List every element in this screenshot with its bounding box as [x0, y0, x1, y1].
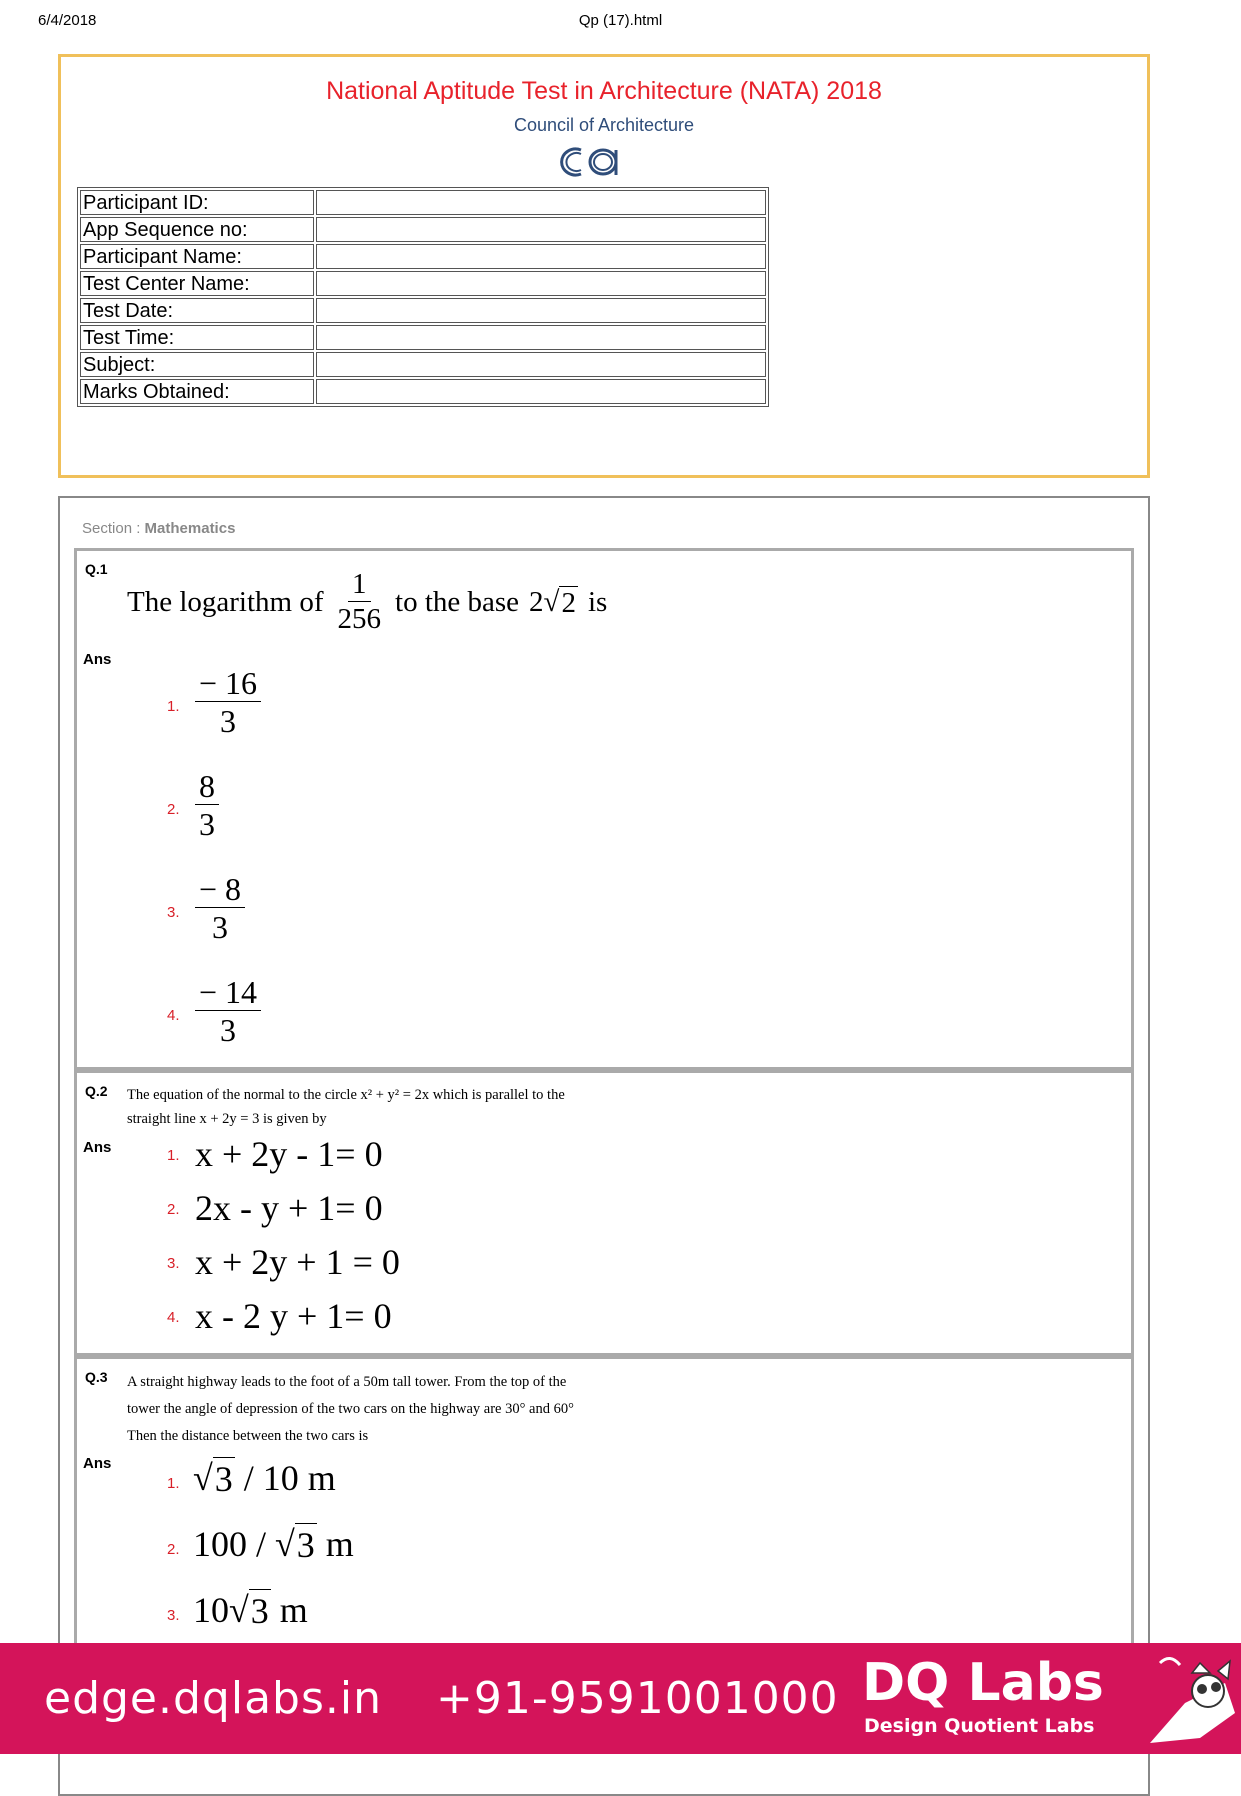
section-prefix: Section : — [82, 520, 145, 537]
participant-info-table — [77, 187, 769, 407]
info-row — [80, 379, 766, 404]
sqrt-sign: √ — [229, 1590, 249, 1630]
footer-banner — [0, 1643, 1241, 1754]
info-value — [316, 244, 766, 269]
ans-label: Ans — [83, 1455, 112, 1472]
option-number: 2. — [167, 1201, 180, 1218]
fraction-denominator: 3 — [199, 806, 215, 843]
option-answer — [193, 1589, 308, 1632]
q1-fraction-num: 1 — [348, 569, 371, 602]
footer-tagline: Design Quotient Labs — [864, 1715, 1095, 1737]
footer-brand: DQ Labs — [862, 1653, 1104, 1713]
question-text — [127, 569, 607, 637]
q3-line-1: A straight highway leads to the foot of a 50m tall tower. From the top of the — [127, 1374, 567, 1390]
info-label: Test Center Name: — [80, 271, 314, 296]
option-answer — [193, 1457, 336, 1500]
q1-base: 2 √ 2 — [529, 585, 576, 619]
info-label: App Sequence no: — [80, 217, 314, 242]
q1-fraction — [334, 569, 386, 637]
exam-title: National Aptitude Test in Architecture (NATA) 2018 — [326, 77, 882, 105]
option-fraction — [195, 666, 261, 741]
q1-text-after: is — [587, 586, 608, 619]
info-row — [80, 271, 766, 296]
q1-base-coef: 2 — [529, 585, 544, 618]
answer-suffix: m — [270, 1590, 308, 1630]
info-label: Test Date: — [80, 298, 314, 323]
info-row — [80, 352, 766, 377]
info-row — [80, 217, 766, 242]
option-answer: 2x - y + 1= 0 — [195, 1188, 383, 1228]
q3-line-2: tower the angle of depression of the two cars on the highway are 30° and 60° — [127, 1401, 574, 1417]
fraction-numerator: − 8 — [195, 872, 245, 908]
info-label: Participant Name: — [80, 244, 314, 269]
ans-label: Ans — [83, 1139, 112, 1156]
option-number: 3. — [167, 904, 180, 921]
answer-suffix: m — [316, 1524, 354, 1564]
sqrt-expression — [275, 1523, 317, 1566]
option-answer — [195, 975, 261, 1050]
answer-prefix: 100 / — [193, 1524, 276, 1564]
option-number: 1. — [167, 1475, 180, 1492]
option-number: 4. — [167, 1007, 180, 1024]
council-logo — [551, 144, 631, 180]
print-file-title: Qp (17).html — [578, 12, 663, 29]
section-name: Mathematics — [144, 520, 236, 537]
option-answer — [195, 666, 261, 741]
option-number: 3. — [167, 1255, 180, 1272]
info-label: Marks Obtained: — [80, 379, 314, 404]
ans-label: Ans — [83, 651, 112, 668]
option-number: 2. — [167, 1541, 180, 1558]
question-number: Q.1 — [85, 561, 108, 577]
info-row — [80, 244, 766, 269]
q1-text-middle: to the base — [395, 586, 520, 619]
sqrt-expression — [229, 1589, 271, 1632]
sqrt-expression — [193, 1457, 235, 1500]
info-row — [80, 325, 766, 350]
q1-text-before: The logarithm of — [127, 586, 324, 619]
question-card-3 — [74, 1356, 1134, 1656]
info-row — [80, 190, 766, 215]
question-number: Q.2 — [85, 1083, 108, 1099]
option-number: 3. — [167, 1607, 180, 1624]
info-label: Participant ID: — [80, 190, 314, 215]
option-number: 1. — [167, 698, 180, 715]
question-text — [127, 1369, 574, 1450]
fraction-numerator: − 16 — [195, 666, 261, 702]
info-label: Test Time: — [80, 325, 314, 350]
section-card — [58, 496, 1150, 1796]
sqrt-sign: √ — [275, 1524, 295, 1564]
fraction-denominator: 3 — [220, 1012, 237, 1049]
fraction-numerator: 8 — [195, 769, 219, 805]
fraction-numerator: − 14 — [195, 975, 261, 1011]
sqrt-radicand: 3 — [296, 1525, 315, 1565]
option-number: 1. — [167, 1147, 180, 1164]
question-number: Q.3 — [85, 1369, 108, 1385]
info-value — [316, 379, 766, 404]
option-answer: x + 2y + 1 = 0 — [195, 1242, 400, 1282]
option-answer — [195, 769, 219, 844]
q1-base-radicand: 2 — [561, 586, 576, 619]
q2-line-2: straight line x + 2y = 3 is given by — [127, 1111, 327, 1127]
info-value — [316, 325, 766, 350]
info-value — [316, 217, 766, 242]
option-number: 2. — [167, 801, 180, 818]
option-answer: x + 2y - 1= 0 — [195, 1134, 383, 1174]
option-fraction — [195, 872, 245, 947]
answer-suffix: / 10 m — [234, 1458, 336, 1498]
option-fraction — [195, 769, 219, 844]
exam-header-card — [58, 54, 1150, 478]
question-card-2 — [74, 1070, 1134, 1356]
fraction-denominator: 3 — [220, 703, 237, 740]
info-value — [316, 352, 766, 377]
option-answer: x - 2 y + 1= 0 — [195, 1296, 392, 1336]
section-label — [82, 520, 235, 537]
q1-fraction-den: 256 — [337, 602, 382, 635]
footer-website[interactable]: edge.dqlabs.in — [44, 1673, 382, 1724]
sqrt-radicand: 3 — [250, 1591, 269, 1631]
option-answer — [195, 872, 245, 947]
info-value — [316, 298, 766, 323]
question-text — [127, 1083, 565, 1131]
answer-prefix: 10 — [193, 1590, 229, 1630]
info-label: Subject: — [80, 352, 314, 377]
print-date: 6/4/2018 — [38, 12, 97, 29]
mascot-icon — [1130, 1643, 1241, 1754]
sqrt-radicand: 3 — [214, 1459, 233, 1499]
option-number: 4. — [167, 1309, 180, 1326]
footer-phone[interactable]: +91-9591001000 — [436, 1673, 839, 1724]
sqrt-sign: √ — [193, 1458, 213, 1498]
info-value — [316, 190, 766, 215]
fraction-denominator: 3 — [212, 909, 229, 946]
council-name: Council of Architecture — [513, 115, 695, 135]
info-value — [316, 271, 766, 296]
question-card-1 — [74, 548, 1134, 1070]
option-fraction — [195, 975, 261, 1050]
q2-line-1: The equation of the normal to the circle x² + y² = 2x which is parallel to the — [127, 1087, 565, 1103]
option-answer — [193, 1523, 354, 1566]
q3-line-3: Then the distance between the two cars is — [127, 1428, 369, 1444]
info-row — [80, 298, 766, 323]
